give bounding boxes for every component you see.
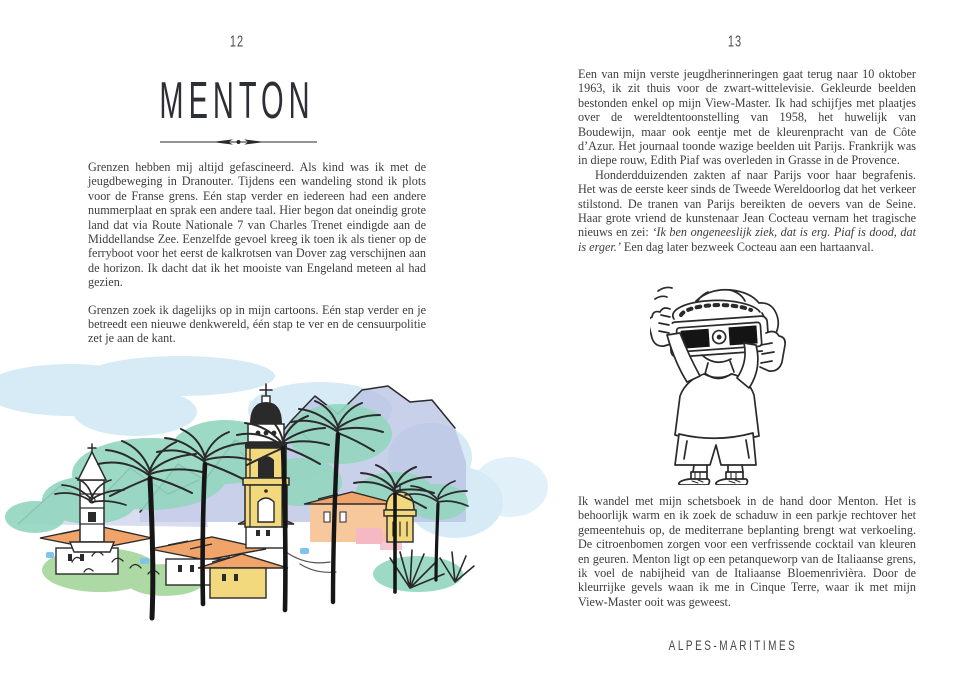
right-page-text-bottom — [578, 494, 916, 622]
paragraph — [578, 168, 916, 254]
paragraph: Grenzen hebben mij altijd gefascineerd. Als kind was ik met de jeugdbeweging in Dranouter. Tijdens een wandeling stond ik plots voor de Franse grens. Eén stap verder en iedereen had een andere nummerplaat en sprak een andere taal. Hier begon dat oneindig grote land dat via Route Nationale 7 van Charles Trenet eindigde aan de Middellandse Zee. Eenzelfde gevoel kreeg ik toen ik als tiener op de ferryboot voor het eerst de kalkrotsen van Dover zag verschijnen aan de horizon. Ik dacht dat ik het mooiste van Engeland meteen al had gezien. — [88, 160, 426, 290]
menton-skyline-graphic — [0, 352, 560, 642]
region-footer-text: ALPES-MARITIMES — [668, 638, 798, 655]
motion-lines — [655, 287, 672, 299]
divider-ornament-graphic — [160, 136, 317, 148]
paragraph-text: Honderdduizenden zakten af naar Parijs voor haar begrafenis. Het was de eerste keer sinds de Tweede Wereldoorlog dat het verkeer stilstond. De tranen van Parijs bereikten de oevers van de Seine. Haar grote vriend de kunstenaar Jean Cocteau vernam het tragische nieuws en zei: — [578, 167, 916, 240]
right-page-text-top — [578, 67, 916, 267]
shorts — [675, 433, 756, 465]
sneakers — [679, 479, 748, 485]
viewmaster-boy-graphic — [650, 283, 792, 485]
menton-watercolor-illustration — [0, 352, 560, 642]
jaw — [702, 355, 731, 362]
title-divider-ornament — [160, 136, 317, 148]
page-number-right — [585, 33, 885, 51]
paragraph: Grenzen zoek ik dagelijks op in mijn cartoons. Eén stap verder en je betreedt een nieuwe denkwereld, één stap te ver en de censuurpolitie zet je aan de kant. — [88, 302, 426, 346]
legs — [693, 465, 743, 472]
viewmaster-boy-illustration — [650, 283, 792, 485]
left-page-text — [88, 160, 426, 359]
paragraph-text: Een dag later bezweek Cocteau aan een hartaanval. — [620, 239, 874, 254]
paragraph: Een van mijn verste jeugdherinneringen gaat terug naar 10 oktober 1963, ik zit thuis voor de zwart-wittelevisie. Gekleurde beelden bestonden enkel op mijn View-Master. Ik had schijfjes met plaatjes over de wereldtentoonstelling van 1958, het huwelijk van Boudewijn, maar ook eentje met de kleurenpracht van de Côte d’Azur. Het journaal toonde wazige beelden uit Parijs. Frankrijk was in diepe rouw, Edith Piaf was overleden in Grasse in de Provence. — [578, 67, 916, 168]
paragraph: Ik wandel met mijn schetsboek in de hand door Menton. Het is behoorlijk warm en ik zoek de schaduw in een parkje rechtover het gemeentehuis op, de mediterrane beplanting brengt wat verkoeling. De citroenbomen zorgen voor een verfrissende cocktail van kleuren en geuren. Menton ligt op een petanqueworp van de Italiaanse grens, ik voel de nabijheid van de Italiaanse Bloemenrivièra. Door de kleurrijke gevels waan ik me in Cinque Terre, waar ik met mijn View-Master ooit was geweest. — [578, 494, 916, 609]
chapter-title — [87, 74, 387, 130]
cocteau-quote: ‘Ik ben ongeneeslijk ziek, dat is erg. Piaf is dood, dat is erger.’ — [578, 225, 916, 254]
chapter-title-text: MENTON — [159, 72, 315, 130]
page-number-left-value: 12 — [229, 33, 245, 51]
page-number-left — [87, 33, 387, 51]
region-footer — [583, 638, 883, 655]
page-number-right-value: 13 — [727, 33, 743, 51]
picture-reel — [673, 300, 760, 319]
